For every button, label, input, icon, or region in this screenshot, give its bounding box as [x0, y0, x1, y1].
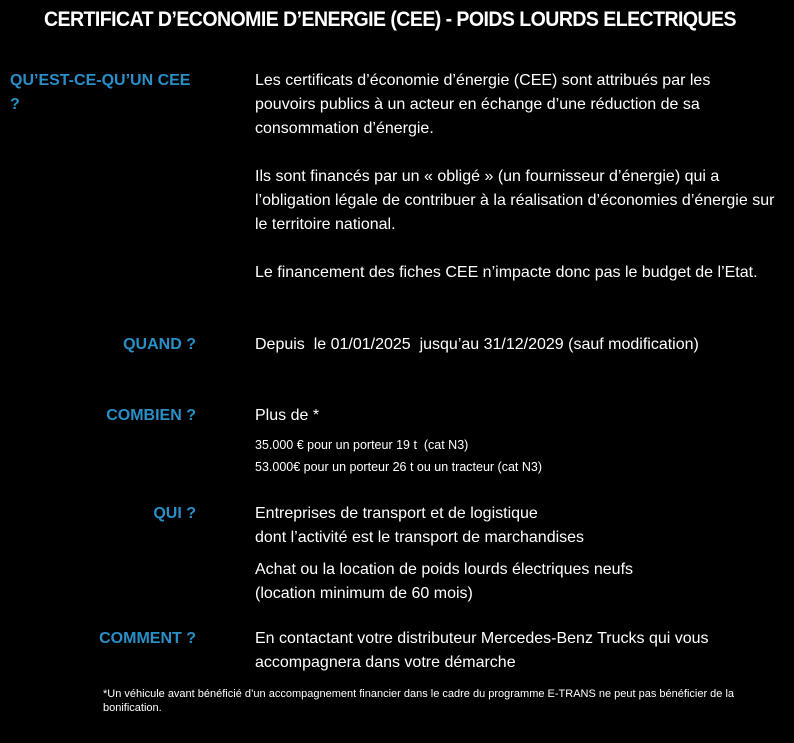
page-title: CERTIFICAT D’ECONOMIE D’ENERGIE (CEE) - POIDS LOURDS ELECTRIQUES [43, 8, 737, 31]
content-when: Depuis le 01/01/2025 jusqu’au 31/12/2029 (sauf modification) [255, 336, 699, 353]
what-paragraph-3: Le financement des fiches CEE n’impacte donc pas le budget de l’Etat. [255, 264, 758, 281]
who-line-2: dont l’activité est le transport de marchandises [255, 529, 585, 546]
content-who [255, 502, 790, 606]
label-when: QUAND ? [123, 336, 196, 353]
who-line-4: (location minimum de 60 mois) [255, 585, 473, 602]
label-how: COMMENT ? [99, 630, 196, 647]
content-how: En contactant votre distributeur Mercedes-Benz Trucks qui vous accompagnera dans votre démarche [255, 630, 709, 671]
who-line-3: Achat ou la location de poids lourds électriques neufs [255, 561, 634, 578]
footnote: *Un véhicule avant bénéficié d’un accompagnement financier dans le cadre du programme E-TRANS ne peut pas bénéficier de la bonification. [103, 688, 735, 714]
howmuch-line-1: 35.000 € pour un porteur 19 t (cat N3) [255, 438, 469, 452]
label-howmuch: COMBIEN ? [106, 407, 196, 424]
label-what: QU’EST-CE-QU’UN CEE ? [10, 72, 191, 113]
what-paragraph-2: Ils sont financés par un « obligé » (un fournisseur d’énergie) qui a l’obligation légale de contribuer à la réalisation d’économies d’énergie sur le territoire national. [255, 168, 775, 233]
howmuch-line-2: 53.000€ pour un porteur 26 t ou un tracteur (cat N3) [255, 460, 542, 474]
what-paragraph-1: Les certificats d’économie d’énergie (CEE) sont attribués par les pouvoirs publics à un acteur en échange d’une réduction de sa consommation d’énergie. [255, 72, 711, 137]
content-what [255, 69, 790, 285]
who-line-1: Entreprises de transport et de logistique [255, 505, 538, 522]
howmuch-intro: Plus de * [255, 407, 320, 424]
content-howmuch [255, 404, 790, 478]
label-who: QUI ? [153, 505, 196, 522]
